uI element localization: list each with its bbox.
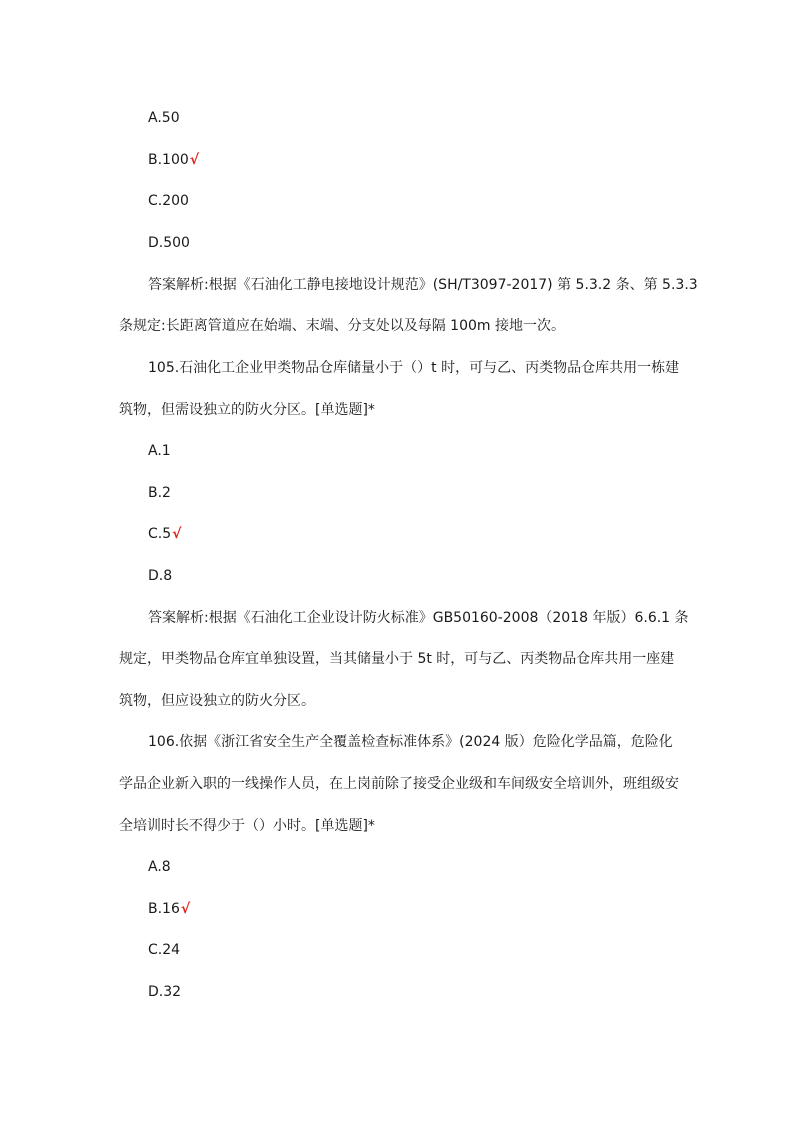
option-d	[148, 566, 172, 586]
option-text: D.8	[148, 568, 173, 584]
option-text: A.1	[148, 443, 171, 459]
correct-check-icon: √	[172, 526, 182, 542]
option-b	[148, 150, 199, 170]
question-stem: 学品企业新入职的一线操作人员，在上岗前除了接受企业级和车间级安全培训外，班组级安	[119, 776, 679, 792]
question-stem: 106.依据《浙江省安全生产全覆盖检查标准体系》(2024 版）危险化学品篇，危险化	[148, 734, 673, 750]
analysis-line: 答案解析:根据《石油化工企业设计防火标准》GB50160-2008（2018 年版）6.6.1 条	[148, 610, 689, 626]
option-a	[148, 857, 171, 877]
option-b	[148, 899, 190, 919]
correct-check-icon: √	[180, 901, 191, 917]
question-stem: 105.石油化工企业甲类物品仓库储量小于（）t 时，可与乙、丙类物品仓库共用一栋建	[148, 360, 680, 376]
analysis-line: 答案解析:根据《石油化工静电接地设计规范》(SH/T3097-2017) 第 5.3.2 条、第 5.3.3	[148, 277, 698, 293]
option-text: A.8	[148, 859, 171, 875]
analysis-line: 条规定:长距离管道应在始端、末端、分支处以及每隔 100m 接地一次。	[119, 318, 565, 334]
analysis-line: 规定，甲类物品仓库宜单独设置，当其储量小于 5t 时，可与乙、丙类物品仓库共用一座建	[119, 651, 675, 667]
option-text: C.5	[148, 526, 172, 542]
option-text: A.50	[148, 110, 180, 126]
option-d	[148, 982, 181, 1002]
option-d	[148, 233, 190, 253]
question-stem: 筑物，但需设独立的防火分区。[单选题]*	[119, 402, 375, 418]
option-text: B.2	[148, 485, 171, 501]
option-c	[148, 524, 181, 544]
option-c	[148, 940, 180, 960]
option-a	[148, 441, 171, 461]
option-text: C.200	[148, 193, 189, 209]
option-text: D.500	[148, 235, 190, 251]
correct-check-icon: √	[189, 152, 200, 168]
option-a	[148, 108, 180, 128]
analysis-line: 筑物，但应设独立的防火分区。	[119, 693, 315, 709]
question-stem: 全培训时长不得少于（）小时。[单选题]*	[119, 818, 375, 834]
option-text: C.24	[148, 942, 181, 958]
option-c	[148, 191, 189, 211]
option-b	[148, 483, 171, 503]
option-text: B.16	[148, 901, 180, 917]
option-text: B.100	[148, 152, 189, 168]
option-text: D.32	[148, 984, 182, 1000]
